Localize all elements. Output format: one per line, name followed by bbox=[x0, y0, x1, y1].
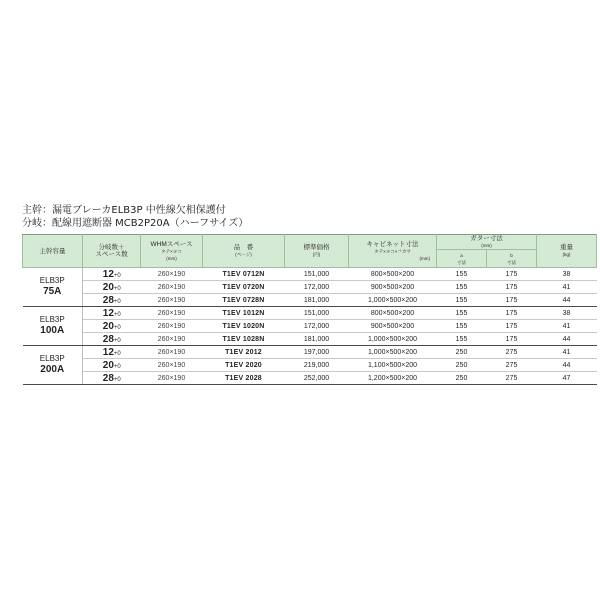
weight-cell: 47 bbox=[537, 372, 597, 385]
gutter-a-cell: 155 bbox=[437, 281, 487, 294]
gutter-a-cell: 250 bbox=[437, 372, 487, 385]
branch-count-cell bbox=[83, 294, 141, 307]
gutter-b-cell: 175 bbox=[487, 294, 537, 307]
gutter-a-cell: 250 bbox=[437, 359, 487, 372]
price-cell: 151,000 bbox=[285, 307, 349, 320]
branch-count-cell bbox=[83, 372, 141, 385]
branch-count: 28 bbox=[102, 333, 114, 345]
cabinet-size-cell: 1,000×500×200 bbox=[349, 333, 437, 346]
header-weight: 重量 (kg) bbox=[537, 235, 597, 268]
price-cell: 181,000 bbox=[285, 333, 349, 346]
product-number-cell: T1EV 1012N bbox=[203, 307, 285, 320]
price-cell: 181,000 bbox=[285, 294, 349, 307]
header-gutter-b: b 寸法 bbox=[487, 250, 537, 268]
whm-space-cell: 260×190 bbox=[141, 307, 203, 320]
branch-count: 28 bbox=[102, 294, 114, 306]
capacity-cell bbox=[23, 346, 83, 385]
table-row bbox=[23, 307, 597, 320]
table-row bbox=[23, 333, 597, 346]
table-row bbox=[23, 359, 597, 372]
capacity-model: ELB3P bbox=[39, 276, 65, 285]
branch-count: 12 bbox=[102, 307, 114, 319]
weight-cell: 38 bbox=[537, 307, 597, 320]
space-count: +0 bbox=[113, 272, 121, 279]
gutter-b-cell: 175 bbox=[487, 281, 537, 294]
price-cell: 252,000 bbox=[285, 372, 349, 385]
whm-space-cell: 260×190 bbox=[141, 294, 203, 307]
header-product-number: 品 番 (ページ) bbox=[203, 235, 285, 268]
space-count: +0 bbox=[113, 363, 121, 370]
product-number-cell: T1EV 1028N bbox=[203, 333, 285, 346]
table-row bbox=[23, 294, 597, 307]
table-row bbox=[23, 268, 597, 281]
branch-count: 20 bbox=[102, 281, 114, 293]
header-price: 標準価格 (円) bbox=[285, 235, 349, 268]
product-number-cell: T1EV 2012 bbox=[203, 346, 285, 359]
cabinet-size-cell: 900×500×200 bbox=[349, 320, 437, 333]
branch-count: 12 bbox=[102, 268, 114, 280]
gutter-b-cell: 275 bbox=[487, 359, 537, 372]
price-cell: 197,000 bbox=[285, 346, 349, 359]
weight-cell: 41 bbox=[537, 320, 597, 333]
gutter-a-cell: 155 bbox=[437, 320, 487, 333]
price-cell: 151,000 bbox=[285, 268, 349, 281]
weight-cell: 38 bbox=[537, 268, 597, 281]
header-cabinet-size: キャビネット寸法 タテ×ヨコ×フカサ (mm) bbox=[349, 235, 437, 268]
capacity-cell bbox=[23, 268, 83, 307]
whm-space-cell: 260×190 bbox=[141, 346, 203, 359]
branch-count-cell bbox=[83, 268, 141, 281]
space-count: +0 bbox=[113, 376, 121, 383]
header-capacity: 主幹容量 bbox=[23, 235, 83, 268]
space-count: +0 bbox=[113, 311, 121, 318]
spec-table-body bbox=[23, 268, 597, 385]
whm-space-cell: 260×190 bbox=[141, 281, 203, 294]
cabinet-size-cell: 1,200×500×200 bbox=[349, 372, 437, 385]
gutter-a-cell: 155 bbox=[437, 333, 487, 346]
gutter-a-cell: 155 bbox=[437, 307, 487, 320]
space-count: +0 bbox=[113, 324, 121, 331]
table-row bbox=[23, 346, 597, 359]
cabinet-size-cell: 800×500×200 bbox=[349, 268, 437, 281]
price-cell: 172,000 bbox=[285, 281, 349, 294]
cabinet-size-cell: 900×500×200 bbox=[349, 281, 437, 294]
gutter-a-cell: 250 bbox=[437, 346, 487, 359]
branch-count-cell bbox=[83, 346, 141, 359]
weight-cell: 44 bbox=[537, 359, 597, 372]
product-number-cell: T1EV 0728N bbox=[203, 294, 285, 307]
gutter-b-cell: 175 bbox=[487, 268, 537, 281]
product-number-cell: T1EV 2028 bbox=[203, 372, 285, 385]
product-number-cell: T1EV 1020N bbox=[203, 320, 285, 333]
capacity-amp: 200A bbox=[40, 364, 65, 375]
capacity-cell bbox=[23, 307, 83, 346]
gutter-a-cell: 155 bbox=[437, 268, 487, 281]
space-count: +0 bbox=[113, 350, 121, 357]
cabinet-size-cell: 1,000×500×200 bbox=[349, 346, 437, 359]
space-count: +0 bbox=[113, 337, 121, 344]
branch-count: 20 bbox=[102, 359, 114, 371]
gutter-b-cell: 175 bbox=[487, 333, 537, 346]
product-number-cell: T1EV 0720N bbox=[203, 281, 285, 294]
gutter-b-cell: 175 bbox=[487, 307, 537, 320]
branch-count-cell bbox=[83, 333, 141, 346]
gutter-b-cell: 175 bbox=[487, 320, 537, 333]
weight-cell: 44 bbox=[537, 333, 597, 346]
branch-count-cell bbox=[83, 320, 141, 333]
weight-cell: 41 bbox=[537, 346, 597, 359]
price-cell: 219,000 bbox=[285, 359, 349, 372]
weight-cell: 44 bbox=[537, 294, 597, 307]
whm-space-cell: 260×190 bbox=[141, 320, 203, 333]
weight-cell: 41 bbox=[537, 281, 597, 294]
table-row bbox=[23, 281, 597, 294]
capacity-amp: 100A bbox=[40, 325, 65, 336]
header-gutter-a: a 寸法 bbox=[437, 250, 487, 268]
cabinet-size-cell: 1,100×500×200 bbox=[349, 359, 437, 372]
header-gutter-size: ガター寸法 (mm) bbox=[437, 235, 537, 250]
table-row bbox=[23, 372, 597, 385]
cabinet-size-cell: 800×500×200 bbox=[349, 307, 437, 320]
branch-count: 28 bbox=[102, 372, 114, 384]
product-number-cell: T1EV 2020 bbox=[203, 359, 285, 372]
cabinet-size-cell: 1,000×500×200 bbox=[349, 294, 437, 307]
space-count: +0 bbox=[113, 285, 121, 292]
whm-space-cell: 260×190 bbox=[141, 359, 203, 372]
whm-space-cell: 260×190 bbox=[141, 268, 203, 281]
gutter-a-cell: 155 bbox=[437, 294, 487, 307]
spec-table bbox=[22, 234, 597, 385]
caption-main-breaker: 主幹：漏電ブレーカELB3P 中性線欠相保護付 bbox=[22, 205, 226, 216]
capacity-amp: 75A bbox=[43, 286, 62, 297]
capacity-model: ELB3P bbox=[39, 354, 65, 363]
capacity-model: ELB3P bbox=[39, 315, 65, 324]
branch-count-cell bbox=[83, 307, 141, 320]
branch-count: 12 bbox=[102, 346, 114, 358]
gutter-b-cell: 275 bbox=[487, 372, 537, 385]
branch-count: 20 bbox=[102, 320, 114, 332]
branch-count-cell bbox=[83, 359, 141, 372]
space-count: +0 bbox=[113, 298, 121, 305]
gutter-b-cell: 275 bbox=[487, 346, 537, 359]
product-number-cell: T1EV 0712N bbox=[203, 268, 285, 281]
whm-space-cell: 260×190 bbox=[141, 333, 203, 346]
whm-space-cell: 260×190 bbox=[141, 372, 203, 385]
header-branches: 分岐数＋ スペース数 bbox=[83, 235, 141, 268]
branch-count-cell bbox=[83, 281, 141, 294]
header-whm-space: WHMスペース タテ×ヨコ (mm) bbox=[141, 235, 203, 268]
caption-branch-breaker: 分岐：配線用遮断器 MCB2P20A（ハーフサイズ） bbox=[22, 218, 249, 229]
table-row bbox=[23, 320, 597, 333]
price-cell: 172,000 bbox=[285, 320, 349, 333]
